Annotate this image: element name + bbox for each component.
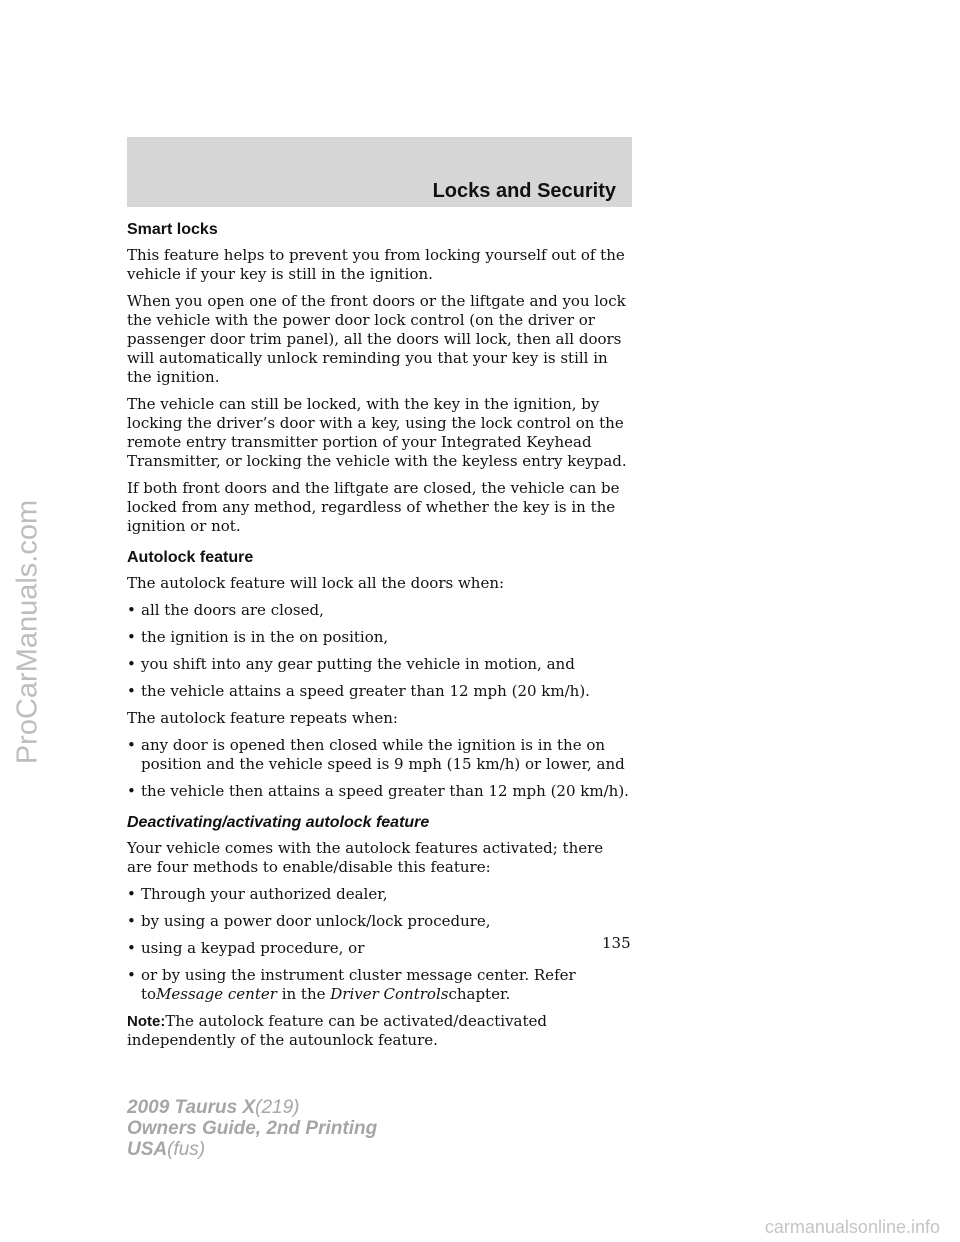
page-content	[127, 220, 632, 1058]
paragraph: The autolock feature will lock all the doors when:	[127, 574, 505, 592]
bullet-list	[127, 601, 632, 701]
footer-line	[127, 1118, 377, 1139]
footer-market: USA	[127, 1139, 168, 1160]
list-item: • any door is opened then closed while the ignition is in the on position and the vehicle speed is 9 mph (15 km/h) or lower, and	[127, 736, 632, 774]
chapter-title: Locks and Security	[432, 180, 616, 202]
bullet-text: in the	[281, 985, 326, 1003]
footer-code: (219)	[255, 1097, 300, 1118]
paragraph: If both front doors and the liftgate are closed, the vehicle can be locked from any method, regardless of whether the key is in the ignition or not.	[127, 479, 620, 535]
page-number: 135	[602, 934, 631, 952]
chapter-header-band	[127, 137, 632, 207]
footer-model: 2009 Taurus X	[127, 1097, 256, 1118]
paragraph: This feature helps to prevent you from locking yourself out of the vehicle if your key is still in the ignition.	[127, 246, 625, 283]
note-text: The autolock feature can be activated/deactivated independently of the autounlock feature.	[127, 1012, 548, 1049]
footer-line	[127, 1139, 377, 1160]
list-item: • using a keypad procedure, or	[127, 939, 632, 958]
heading-deactivating-autolock: Deactivating/activating autolock feature	[127, 814, 430, 831]
paragraph: The vehicle can still be locked, with the key in the ignition, by locking the driver’s door with a key, using the lock control on the remote entry transmitter portion of your Integrated Keyhead Transmitter, or locking the vehicle with the keyless entry keypad.	[127, 395, 627, 470]
bullet-list	[127, 736, 632, 801]
paragraph: Your vehicle comes with the autolock features activated; there are four methods to enable/disable this feature:	[127, 839, 604, 876]
bullet-text: chapter.	[448, 985, 511, 1003]
heading-smart-locks: Smart locks	[127, 221, 218, 238]
document-footer	[127, 1097, 377, 1160]
list-item: • by using a power door unlock/lock procedure,	[127, 912, 632, 931]
list-item: • the vehicle then attains a speed greater than 12 mph (20 km/h).	[127, 782, 632, 801]
bottom-watermark: carmanualsonline.info	[764, 1217, 940, 1237]
note	[127, 1012, 632, 1050]
list-item: • you shift into any gear putting the vehicle in motion, and	[127, 655, 632, 674]
bullet-text: or by using the instrument cluster message center. Refer to	[141, 966, 576, 1003]
list-item: • the ignition is in the on position,	[127, 628, 632, 647]
bullet-list	[127, 885, 632, 1004]
heading-autolock-feature: Autolock feature	[127, 549, 254, 566]
list-item	[127, 966, 632, 1004]
cross-reference-driver-controls: Driver Controls	[330, 985, 449, 1003]
note-label: Note:	[127, 1013, 166, 1030]
cross-reference-message-center: Message center	[156, 985, 277, 1003]
footer-market-code: (fus)	[167, 1139, 206, 1160]
list-item: • all the doors are closed,	[127, 601, 632, 620]
footer-edition: Owners Guide, 2nd Printing	[127, 1118, 378, 1139]
footer-line	[127, 1097, 377, 1118]
list-item: • the vehicle attains a speed greater than 12 mph (20 km/h).	[127, 682, 632, 701]
paragraph: When you open one of the front doors or the liftgate and you lock the vehicle with the power door lock control (on the driver or passenger door trim panel), all the doors will lock, then all doors will automatically unlock reminding you that your key is still in the ignition.	[127, 292, 626, 386]
list-item: • Through your authorized dealer,	[127, 885, 632, 904]
side-watermark-text: ProCarManuals.com	[11, 499, 44, 765]
paragraph: The autolock feature repeats when:	[127, 709, 398, 727]
